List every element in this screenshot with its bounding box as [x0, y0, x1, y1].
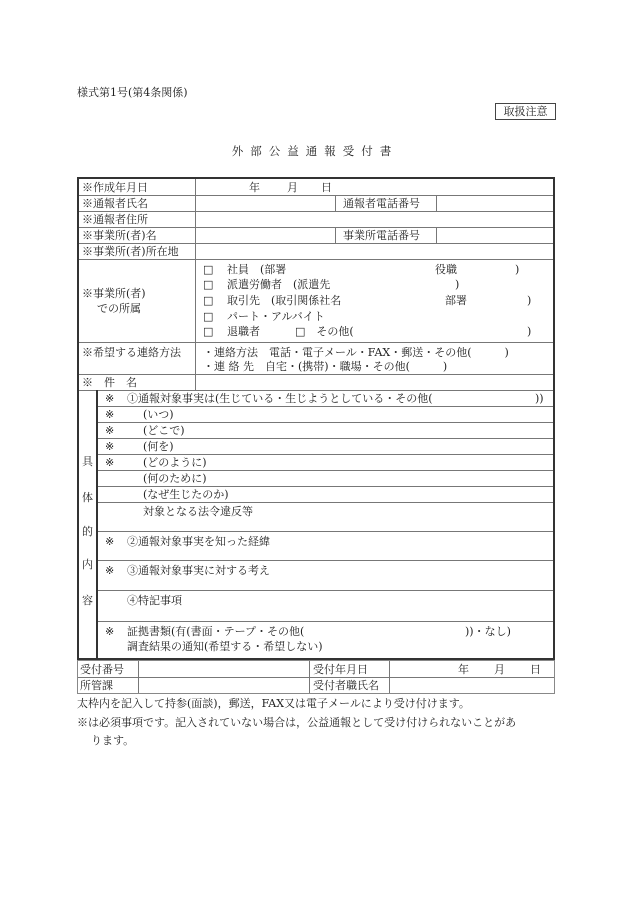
checkbox-part-time[interactable]: □ [203, 310, 214, 323]
detail-how-learned[interactable]: ②通報対象事実を知った経緯 [127, 535, 270, 548]
required-mark: ※ [105, 625, 115, 638]
option-client-dept: 部署 [445, 294, 467, 307]
side-label-char: 容 [82, 594, 93, 607]
reporter-address-label: ※通報者住所 [82, 213, 148, 226]
required-mark: ※ [105, 408, 115, 421]
option-dispatch: 派遣労働者 (派遣先 [227, 278, 331, 291]
paren-close: ) [527, 325, 532, 338]
option-client: 取引先 (取引関係社名 [227, 294, 342, 307]
detail-result-notice[interactable]: 調査結果の通知(希望する・希望しない) [127, 640, 323, 653]
reception-number-field[interactable] [140, 662, 308, 676]
dept-field[interactable] [140, 678, 308, 692]
detail-evidence[interactable]: 証拠書類(有(書面・テープ・その他( [127, 625, 305, 638]
reception-year: 年 [458, 663, 469, 676]
required-mark: ※ [105, 392, 115, 405]
side-label-char: 体 [82, 491, 93, 504]
reporter-name-label: ※通報者氏名 [82, 197, 148, 210]
detail-what[interactable]: (何を) [143, 440, 174, 453]
created-month: 月 [287, 181, 298, 194]
main-form-frame [77, 177, 555, 660]
checkbox-retired[interactable]: □ [203, 325, 214, 338]
office-phone-field[interactable] [438, 228, 551, 242]
receiver-label: 受付者職氏名 [313, 679, 379, 692]
detail-fact-status[interactable]: ①通報対象事実は(生じている・生じようとしている・その他( [127, 392, 433, 405]
created-date-field[interactable] [369, 180, 549, 194]
paren-close: ))・なし) [465, 625, 511, 638]
note-submission: 太枠内を記入して持参(面談)，郵送，FAX又は電子メールにより受け付けます。 [77, 697, 470, 710]
paren-close: )) [535, 392, 544, 405]
office-name-label: ※事業所(者)名 [82, 229, 157, 242]
office-name-field[interactable] [197, 228, 334, 242]
reception-number-label: 受付番号 [80, 663, 124, 676]
required-mark: ※ [105, 424, 115, 437]
detail-how[interactable]: (どのように) [143, 456, 207, 469]
reception-month: 月 [494, 663, 505, 676]
created-date-label: ※作成年月日 [82, 181, 148, 194]
required-mark: ※ [105, 564, 115, 577]
reporter-phone-field[interactable] [438, 196, 551, 210]
option-employee-position: 役職 [435, 263, 457, 276]
option-other[interactable]: □ その他( [295, 325, 354, 338]
page-title: 外部公益通報受付書 [231, 144, 399, 158]
checkbox-client[interactable]: □ [203, 294, 214, 307]
created-year: 年 [249, 181, 260, 194]
paren-close: ) [515, 263, 520, 276]
subject-field[interactable] [197, 375, 551, 389]
detail-when[interactable]: (いつ) [143, 408, 174, 421]
form-id: 様式第1号(第4条関係) [77, 86, 188, 99]
side-label-char: 具 [82, 455, 93, 468]
contact-method-label: ※希望する連絡方法 [82, 346, 181, 359]
office-location-label: ※事業所(者)所在地 [82, 245, 179, 258]
detail-law-violation[interactable]: 対象となる法令違反等 [143, 505, 253, 518]
receiver-field[interactable] [391, 678, 551, 692]
reporter-name-field[interactable] [197, 196, 334, 210]
affiliation-label-1: ※事業所(者) [82, 287, 146, 300]
reporter-phone-label: 通報者電話番号 [343, 197, 420, 210]
checkbox-employee[interactable]: □ [203, 263, 214, 276]
required-mark: ※ [105, 535, 115, 548]
note-required-cont: ります。 [91, 734, 135, 747]
side-label-char: 内 [82, 558, 93, 571]
detail-special-notes[interactable]: ④特記事項 [127, 594, 182, 607]
required-mark: ※ [105, 440, 115, 453]
option-employee: 社員 (部署 [227, 263, 287, 276]
office-location-field[interactable] [197, 244, 551, 258]
reception-date-label: 受付年月日 [313, 663, 368, 676]
reception-day: 日 [530, 663, 541, 676]
office-phone-label: 事業所電話番号 [343, 229, 420, 242]
contact-method-options[interactable]: ・連絡方法 電話・電子メール・FAX・郵送・その他( ) [203, 346, 509, 359]
side-label-char: 的 [82, 525, 93, 538]
paren-close: ) [527, 294, 532, 307]
caution-badge: 取扱注意 [495, 103, 556, 120]
created-day: 日 [321, 181, 332, 194]
checkbox-dispatch[interactable]: □ [203, 278, 214, 291]
option-retired: 退職者 [227, 325, 260, 338]
contact-destination-options[interactable]: ・連 絡 先 自宅・(携帯)・職場・その他( ) [203, 360, 448, 373]
detail-where[interactable]: (どこで) [143, 424, 185, 437]
detail-why-purpose[interactable]: (何のために) [143, 472, 207, 485]
reception-table [77, 660, 555, 694]
detail-opinion[interactable]: ③通報対象事実に対する考え [127, 564, 270, 577]
subject-label: ※ 件 名 [82, 376, 137, 389]
affiliation-label-2: での所属 [97, 302, 141, 315]
note-required: ※は必須事項です。記入されていない場合は，公益通報として受け付けられないことがあ [77, 716, 517, 729]
reporter-address-field[interactable] [197, 212, 551, 226]
paren-close: ) [455, 278, 460, 291]
dept-label: 所管課 [80, 679, 113, 692]
required-mark: ※ [105, 456, 115, 469]
detail-why-cause[interactable]: (なぜ生じたのか) [143, 488, 229, 501]
option-part-time: パート・アルバイト [227, 310, 325, 323]
